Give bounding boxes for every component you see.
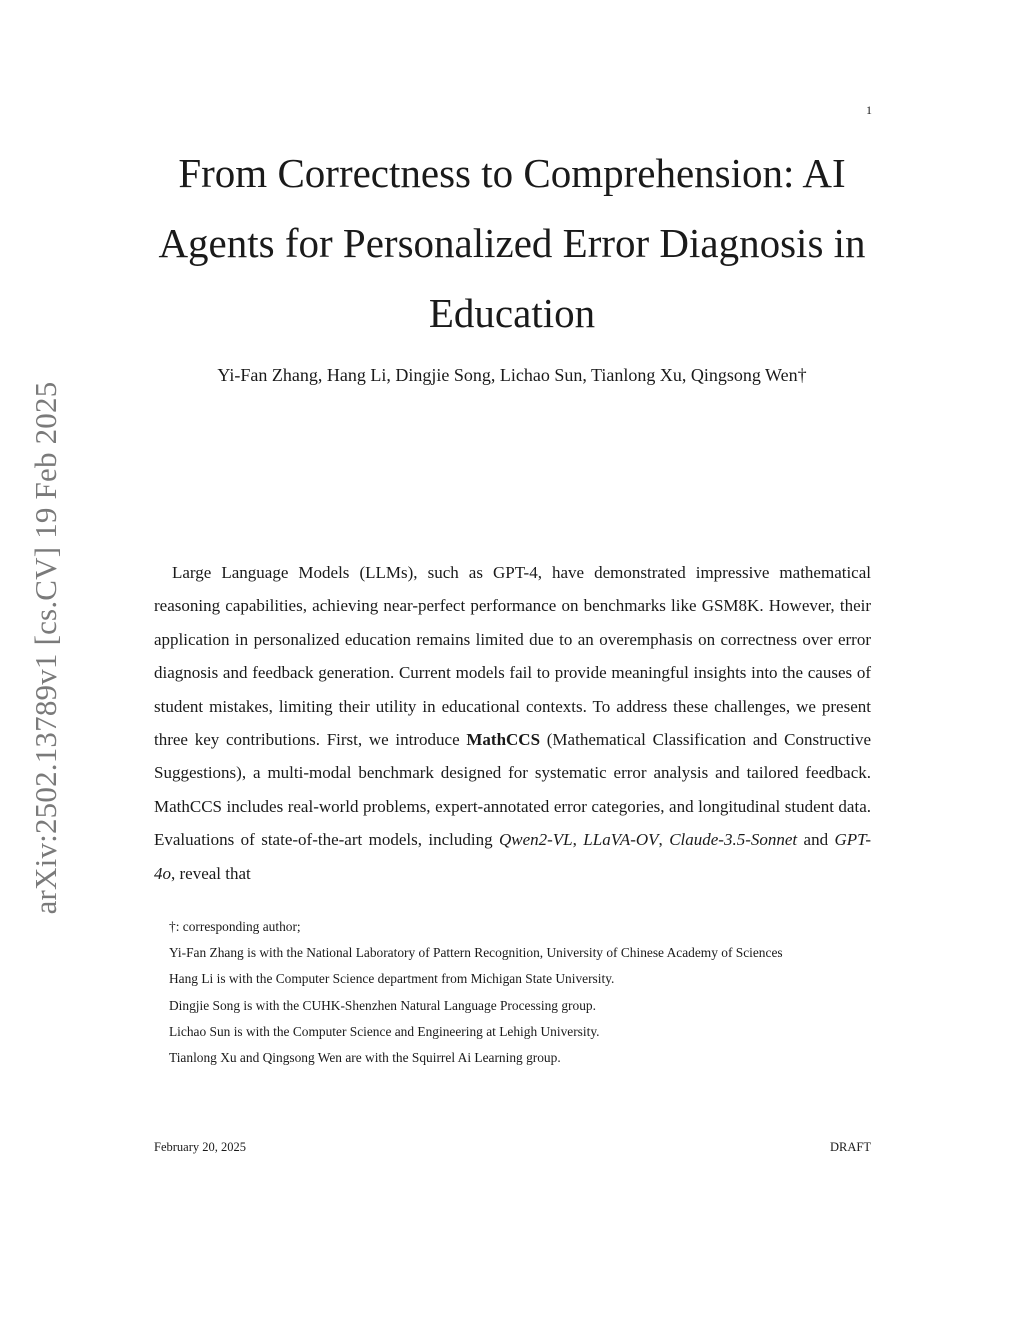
footnotes	[154, 914, 871, 1071]
abstract-separator-2: ,	[658, 830, 670, 850]
abstract-text-1: Large Language Models (LLMs), such as GPT-4, have demonstrated impressive mathematical reasoning capabilities, achieving near-perfect performance on benchmarks like GSM8K. However, their application in personalized education remains limited due to an overemphasis on correctness over error diagnosis and feedback generation. Current models fail to provide meaningful insights into the causes of student mistakes, limiting their utility in educational contexts. To address these challenges, we present three key contributions. First, we introduce	[154, 563, 871, 750]
abstract	[154, 556, 871, 890]
model-name-gpt4o: GPT-4o	[154, 830, 872, 883]
abstract-text-3: , reveal that	[171, 863, 251, 883]
footer-draft-label: DRAFT	[830, 1140, 871, 1154]
model-name-llava: LLaVA-OV	[583, 830, 659, 850]
footnote-affiliation: Lichao Sun is with the Computer Science and Engineering at Lehigh University.	[169, 1023, 600, 1039]
model-name-qwen: Qwen2-VL	[498, 830, 573, 850]
page-number: 1	[866, 103, 872, 117]
abstract-separator-3: and	[797, 830, 835, 850]
footnote-affiliation: Dingjie Song is with the CUHK-Shenzhen Natural Language Processing group.	[169, 997, 596, 1013]
footnote-corresponding-author: †: corresponding author;	[169, 919, 301, 934]
abstract-separator-1: ,	[572, 830, 584, 850]
footnote-affiliation: Tianlong Xu and Qingsong Wen are with the Squirrel Ai Learning group.	[169, 1050, 561, 1066]
footer-date: February 20, 2025	[154, 1140, 246, 1154]
abstract-text-2: (Mathematical Classification and Constructive Suggestions), a multi-modal benchmark designed for systematic error analysis and tailored feedback. MathCCS includes real-world problems, expert-annotated error categories, and longitudinal student data. Evaluations of state-of-the-art models, including	[154, 730, 871, 850]
footnote-affiliation: Yi-Fan Zhang is with the National Laboratory of Pattern Recognition, University of Chinese Academy of Sciences	[169, 945, 783, 961]
footnote-affiliation: Hang Li is with the Computer Science department from Michigan State University.	[169, 971, 615, 987]
arxiv-identifier-stamp: arXiv:2502.13789v1 [cs.CV] 19 Feb 2025	[28, 381, 63, 915]
benchmark-name: MathCCS	[466, 730, 541, 750]
author-list: Yi-Fan Zhang, Hang Li, Dingjie Song, Lichao Sun, Tianlong Xu, Qingsong Wen†	[217, 365, 807, 385]
model-name-claude: Claude-3.5-Sonnet	[669, 830, 798, 850]
paper-title: From Correctness to Comprehension: AI Agents for Personalized Error Diagnosis in Education	[158, 150, 866, 336]
